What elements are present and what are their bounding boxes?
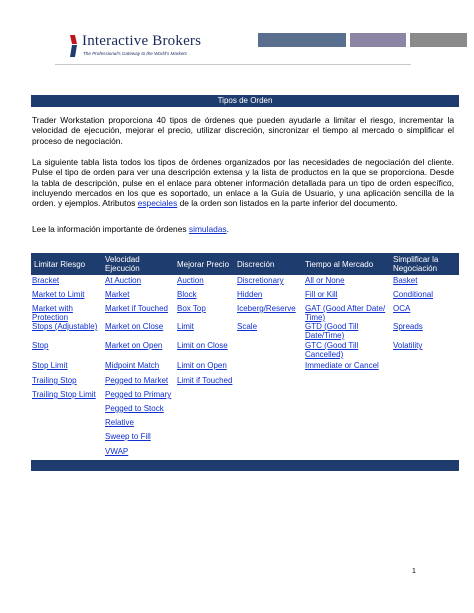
order-type-link[interactable]: Market with Protection [32, 304, 73, 322]
order-types-table-header [31, 253, 459, 275]
header-velocidad-ejecucion: Velocidad Ejecución [105, 255, 140, 273]
order-type-link[interactable]: Market to Limit [32, 290, 85, 299]
order-type-link[interactable]: Pegged to Stock [105, 404, 164, 413]
header-limitar-riesgo: Limitar Riesgo [34, 260, 86, 269]
order-type-link[interactable]: All or None [305, 276, 345, 285]
order-type-link[interactable]: Midpoint Match [105, 361, 160, 370]
order-type-link[interactable]: Market if Touched [105, 304, 168, 313]
p2-text-end: de la orden son listados en la parte inferior del documento. [177, 198, 398, 209]
simuladas-link[interactable]: simuladas [188, 224, 227, 234]
table-footer-bar [31, 460, 459, 471]
order-type-link[interactable]: Scale [237, 322, 258, 331]
logo-title: Interactive Brokers [82, 33, 202, 49]
order-type-link[interactable]: Immediate or Cancel [305, 361, 379, 370]
description-paragraph [32, 157, 454, 208]
especiales-link[interactable]: especiales [137, 198, 178, 209]
order-type-link[interactable]: Block [177, 290, 197, 299]
order-type-link[interactable]: Trailing Stop [32, 376, 77, 385]
order-type-link[interactable]: Limit if Touched [177, 376, 233, 385]
order-type-link[interactable]: Fill or Kill [305, 290, 338, 299]
order-type-link[interactable]: Trailing Stop Limit [32, 390, 96, 399]
order-type-link[interactable]: Pegged to Primary [105, 390, 172, 399]
header-mejorar-precio: Mejorar Precio [177, 260, 230, 269]
order-type-link[interactable]: Box Top [177, 304, 206, 313]
page-number: 1 [412, 568, 416, 575]
order-type-link[interactable]: Relative [105, 418, 134, 427]
ib-logo [66, 33, 246, 63]
order-type-link[interactable]: GAT (Good After Date/ Time) [305, 304, 386, 322]
order-type-link[interactable]: Market on Close [105, 322, 164, 331]
p3-text-start: Lee la información importante de órdenes [32, 224, 189, 234]
header-simplificar-negociacion: Simplificar la Negociación [393, 255, 439, 273]
header-block-2 [350, 33, 406, 47]
header-divider [55, 64, 411, 65]
order-type-link[interactable]: Auction [177, 276, 204, 285]
order-type-link[interactable]: Discretionary [237, 276, 284, 285]
order-type-link[interactable]: At Auction [105, 276, 142, 285]
header-block-3 [410, 33, 467, 47]
order-type-link[interactable]: Stop Limit [32, 361, 68, 370]
intro-paragraph: Trader Workstation proporciona 40 tipos de órdenes que pueden ayudarle a limitar el riesgo, incrementar la velocidad de ejecución, mejorar el precio, utilizar discreción, sincronizar el tiempo al mercado o simplificar el proceso de negociación. [32, 115, 454, 146]
p3-text-end: . [226, 224, 229, 234]
order-type-link[interactable]: Bracket [32, 276, 60, 285]
order-type-link[interactable]: Pegged to Market [105, 376, 169, 385]
order-type-link[interactable]: Iceberg/Reserve [237, 304, 296, 313]
header-tiempo-al-mercado: Tiempo al Mercado [305, 260, 374, 269]
order-type-link[interactable]: Limit on Open [177, 361, 227, 370]
order-type-link[interactable]: Spreads [393, 322, 423, 331]
order-type-link[interactable]: Sweep to Fill [105, 432, 151, 441]
p2-text-start: La siguiente tabla lista todos los tipos de órdenes organizados por las necesidades de negociación del cliente. Pulse el tipo de orden para ver una descripción extensa y la lista de productos en la que se proporciona. Desde la tabla de descripción, pulse en el enlace para obtener información detallada para un tipo de orden específico, incluyendo mercados en los que es soportado, un enlace a la Guía de Usuario, y una aplicación sencilla de la orden. y ejemplos. Atributos [32, 157, 454, 209]
order-type-link[interactable]: Conditional [393, 290, 434, 299]
logo-tagline: The Professional's Gateway to the World's Markets [83, 51, 187, 56]
order-type-link[interactable]: Basket [393, 276, 418, 285]
logo-arrow-icon [66, 33, 80, 59]
order-type-link[interactable]: Stop [32, 341, 49, 350]
order-type-link[interactable]: Limit on Close [177, 341, 228, 350]
order-type-link[interactable]: GTC (Good Till Cancelled) [305, 341, 359, 359]
order-type-link[interactable]: Stops (Adjustable) [32, 322, 98, 331]
simulated-note [32, 224, 454, 234]
order-type-link[interactable]: Volatility [393, 341, 423, 350]
header-discrecion: Discreción [237, 260, 275, 269]
order-type-link[interactable]: Market on Open [105, 341, 163, 350]
order-type-link[interactable]: GTD (Good Till Date/Time) [305, 322, 359, 340]
page-title: Tipos de Orden [31, 95, 459, 107]
order-type-link[interactable]: Hidden [237, 290, 263, 299]
order-type-link[interactable]: OCA [393, 304, 411, 313]
order-type-link[interactable]: VWAP [105, 447, 129, 456]
order-type-link[interactable]: Limit [177, 322, 194, 331]
header-block-1 [258, 33, 346, 47]
order-type-link[interactable]: Market [105, 290, 130, 299]
